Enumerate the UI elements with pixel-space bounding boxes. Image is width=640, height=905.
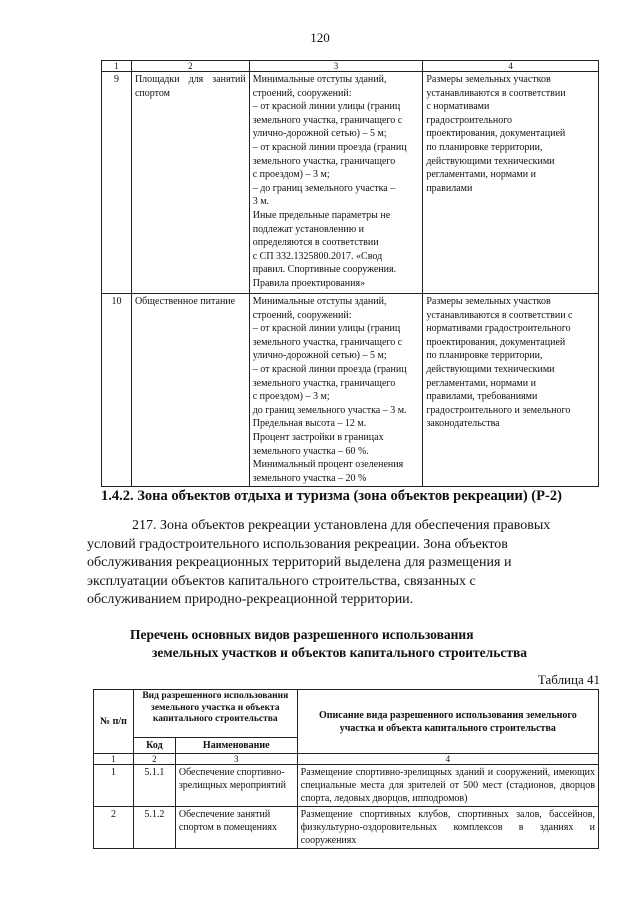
text-line: 3 м. xyxy=(252,196,270,208)
text-line: нормативами градостроительного xyxy=(426,323,571,335)
text-line: до границ земельного участка – 3 м. xyxy=(252,404,407,416)
paragraph-217 xyxy=(87,517,598,610)
text-line: земельного участка, граничащего xyxy=(252,377,396,389)
permitted-use-table xyxy=(93,689,599,849)
table-row xyxy=(94,807,599,849)
building-parameters xyxy=(249,72,423,294)
text-line: градостроительного и земельного xyxy=(426,404,571,416)
text-line: строений, сооружений: xyxy=(252,309,352,321)
column-number: 4 xyxy=(423,61,599,72)
text-line: правилами, требованиями xyxy=(426,391,538,403)
text-line: по планировке территории, xyxy=(426,350,543,362)
use-code: 5.1.2 xyxy=(133,807,175,849)
text-line: Предельная высота – 12 м. xyxy=(252,418,367,430)
table-label: Таблица 41 xyxy=(537,672,600,687)
column-number: 2 xyxy=(133,754,175,765)
text-line: – от красной линии улицы (границ xyxy=(252,101,401,113)
table-row xyxy=(102,294,599,487)
text-line: Иные предельные параметры не xyxy=(252,209,391,221)
text-line: 217. Зона объектов рекреации установлена для обеспечения правовых xyxy=(132,518,551,533)
use-description: Размещение спортивно-зрелищных зданий и сооружений, имеющих специальные места для зрителей от 500 мест (стадионов, дворцов спорта, ледовых дворцов, ипподромов) xyxy=(297,765,598,807)
text-line: – от красной линии проезда (границ xyxy=(252,141,407,153)
list-title-line: земельных участков и объектов капитального строительства xyxy=(152,645,528,660)
header-name: Наименование xyxy=(175,738,297,754)
use-type-name: Общественное питание xyxy=(131,294,249,487)
row-number: 1 xyxy=(94,765,134,807)
text-line: условий градостроительного использования рекреации. Зона объектов xyxy=(87,536,508,552)
text-line: обслуживания рекреационных территорий выделена для размещения и xyxy=(87,555,512,570)
column-number-row xyxy=(94,754,599,765)
text-line: регламентами, нормами и xyxy=(426,377,536,389)
list-title-line: Перечень основных видов разрешенного использования xyxy=(130,627,474,642)
text-line: регламентами, нормами и xyxy=(426,169,536,181)
plot-size-rules xyxy=(423,72,599,294)
text-line: правил. Спортивные сооружения. xyxy=(252,264,397,276)
text-line: подлежат установлению и xyxy=(252,223,365,235)
text-line: улично-дорожной сетью) – 5 м; xyxy=(252,128,387,140)
text-line: земельного участка, граничащего с xyxy=(252,336,403,348)
header-row xyxy=(94,690,599,738)
column-number: 2 xyxy=(131,61,249,72)
text-line: устанавливаются в соответствии xyxy=(426,87,566,99)
use-name: Обеспечение спортивно-зрелищных мероприятий xyxy=(175,765,297,807)
text-line: правилами xyxy=(426,182,473,194)
header-code: Код xyxy=(133,738,175,754)
text-line: Минимальный процент озеленения xyxy=(252,459,404,471)
text-line: определяются в соответствии xyxy=(252,237,379,249)
text-line: земельного участка – 60 %. xyxy=(252,445,369,457)
text-line: действующими техническими xyxy=(426,155,555,167)
text-line: с нормативами xyxy=(426,101,490,113)
column-number: 3 xyxy=(249,61,423,72)
table-row xyxy=(102,72,599,294)
text-line: – от красной линии проезда (границ xyxy=(252,363,407,375)
column-number: 1 xyxy=(102,61,132,72)
plot-size-rules xyxy=(423,294,599,487)
table-row xyxy=(94,765,599,807)
text-line: проектирования, документацией xyxy=(426,336,566,348)
text-line: действующими техническими xyxy=(426,363,555,375)
column-number-row xyxy=(102,61,599,72)
text-line: земельного участка, граничащего xyxy=(252,155,396,167)
text-line: Размеры земельных участков xyxy=(426,296,551,307)
header-number: № п/п xyxy=(94,690,134,754)
text-line: эксплуатации объектов капитального строительства, связанных с xyxy=(87,573,476,589)
text-line: обслуживанием природно-рекреационной территории. xyxy=(87,592,414,607)
land-use-parameters-table xyxy=(101,60,599,487)
text-line: с проездом) – 3 м; xyxy=(252,169,330,181)
text-line: устанавливаются в соответствии с xyxy=(426,309,573,321)
text-line: – от красной линии улицы (границ xyxy=(252,323,401,335)
text-line: Минимальные отступы зданий, xyxy=(252,74,387,85)
row-number: 9 xyxy=(102,72,132,294)
text-line: градостроительного xyxy=(426,114,513,126)
text-line: – до границ земельного участка – xyxy=(252,182,396,194)
text-line: земельного участка – 20 % xyxy=(252,472,367,484)
text-line: улично-дорожной сетью) – 5 м; xyxy=(252,350,387,362)
use-code: 5.1.1 xyxy=(133,765,175,807)
row-number: 2 xyxy=(94,807,134,849)
header-use-kind: Вид разрешенного использования земельного участка и объекта капитального строительства xyxy=(133,690,297,738)
use-name: Обеспечение занятий спортом в помещениях xyxy=(175,807,297,849)
text-line: Размеры земельных участков xyxy=(426,74,551,85)
text-line: земельного участка, граничащего с xyxy=(252,114,403,126)
section-heading: 1.4.2. Зона объектов отдыха и туризма (зона объектов рекреации) (Р-2) xyxy=(101,488,562,504)
column-number: 4 xyxy=(297,754,598,765)
text-line: Правила проектирования» xyxy=(252,277,366,289)
text-line: по планировке территории, xyxy=(426,141,543,153)
header-description: Описание вида разрешенного использования земельного участка и объекта капитального строительства xyxy=(297,690,598,754)
row-number: 10 xyxy=(102,294,132,487)
column-number: 1 xyxy=(94,754,134,765)
text-line: с проездом) – 3 м; xyxy=(252,391,330,403)
list-title xyxy=(0,626,640,662)
text-line: проектирования, документацией xyxy=(426,128,566,140)
column-number: 3 xyxy=(175,754,297,765)
text-line: Процент застройки в границах xyxy=(252,431,384,443)
text-line: с СП 332.1325800.2017. «Свод xyxy=(252,250,383,262)
text-line: строений, сооружений: xyxy=(252,87,352,99)
text-line: законодательства xyxy=(426,418,500,430)
use-description: Размещение спортивных клубов, спортивных залов, бассейнов, физкультурно-оздоровительных комплексов в зданиях и сооружениях xyxy=(297,807,598,849)
building-parameters xyxy=(249,294,423,487)
text-line: Минимальные отступы зданий, xyxy=(252,296,387,307)
page-number: 120 xyxy=(310,30,330,45)
use-type-name: Площадки для занятий спортом xyxy=(131,72,249,294)
